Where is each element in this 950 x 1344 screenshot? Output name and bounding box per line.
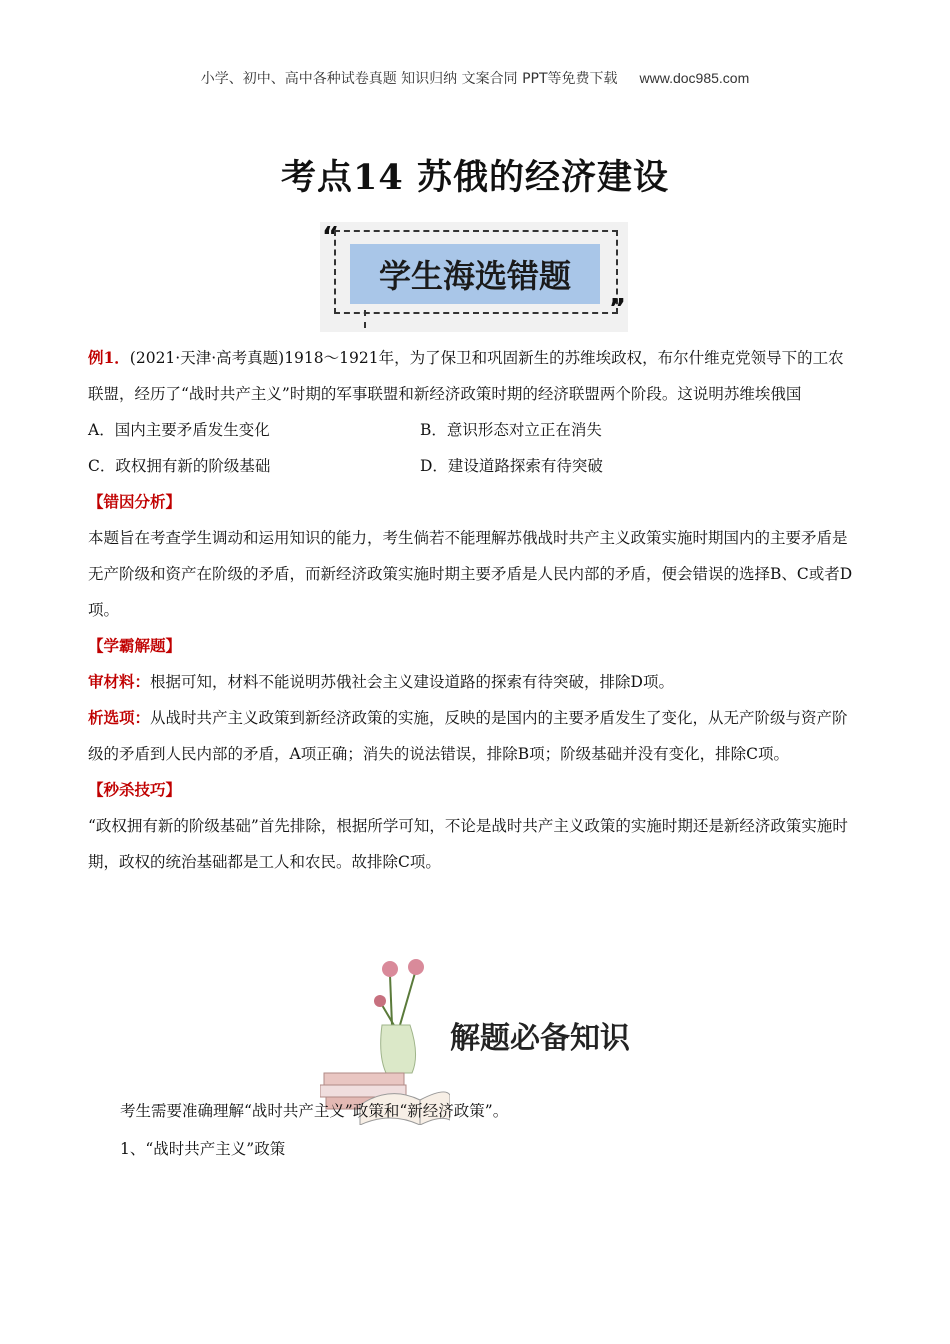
page-title: 考点14 苏俄的经济建设 (281, 157, 669, 198)
option-a: A．国内主要矛盾发生变化 (88, 421, 270, 439)
option-b: B．意识形态对立正在消失 (420, 421, 602, 439)
knowledge-text (120, 1092, 860, 1168)
option-analysis-paragraph (88, 700, 858, 772)
close-quote-icon: ” (608, 294, 626, 324)
option-list (88, 412, 858, 484)
knowledge-label: 解题必备知识 (450, 1021, 630, 1056)
main-content (88, 340, 858, 880)
material-label: 审材料： (88, 672, 151, 691)
header-url[interactable]: www.doc985.com (639, 70, 750, 86)
option-c: C．政权拥有新的阶级基础 (88, 457, 271, 475)
dashed-frame (334, 230, 618, 314)
speech-tail (364, 310, 366, 328)
material-text: 根据可知，材料不能说明苏俄社会主义建设道路的探索有待突破，排除D项。 (150, 673, 674, 691)
error-analysis-heading: 【错因分析】 (88, 492, 182, 511)
trick-heading: 【秒杀技巧】 (88, 780, 182, 799)
knowledge-item-1: 1、“战时共产主义”政策 (120, 1140, 286, 1158)
trick-text: “政权拥有新的阶级基础”首先排除，根据所学可知，不论是战时共产主义政策的实施时期还是新经济政策实施时期，政权的统治基础都是工人和农民。故排除C项。 (88, 817, 848, 871)
solution-heading: 【学霸解题】 (88, 636, 182, 655)
material-paragraph (88, 664, 858, 700)
header-text: 小学、初中、高中各种试卷真题 知识归纳 文案合同 PPT等免费下载 (200, 71, 618, 87)
wrong-question-banner (320, 222, 628, 332)
example-stem (88, 340, 858, 412)
open-quote-icon: “ (322, 222, 340, 252)
example-label: 例1． (88, 348, 130, 367)
banner-label: 学生海选错题 (350, 244, 600, 304)
page-header (0, 68, 950, 88)
knowledge-intro: 考生需要准确理解“战时共产主义”政策和“新经济政策”。 (120, 1102, 509, 1120)
option-analysis-label: 析选项： (88, 708, 151, 727)
example-text: (2021·天津·高考真题)1918～1921年，为了保卫和巩固新生的苏维埃政权，布尔什维克党领导下的工农联盟，经历了“战时共产主义”时期的军事联盟和新经济政策时期的经济联盟两个阶段。这说明苏维埃俄国 (88, 349, 844, 403)
error-analysis-text: 本题旨在考查学生调动和运用知识的能力，考生倘若不能理解苏俄战时共产主义政策实施时期国内的主要矛盾是无产阶级和资产在阶级的矛盾，而新经济政策实施时期主要矛盾是人民内部的矛盾，便会错误的选择B、C或者D项。 (88, 529, 853, 619)
option-analysis-text: 从战时共产主义政策到新经济政策的实施，反映的是国内的主要矛盾发生了变化，从无产阶级与资产阶级的矛盾到人民内部的矛盾，A项正确；消失的说法错误，排除B项；阶级基础并没有变化，排除C项。 (88, 709, 848, 763)
option-d: D．建设道路探索有待突破 (420, 457, 603, 475)
